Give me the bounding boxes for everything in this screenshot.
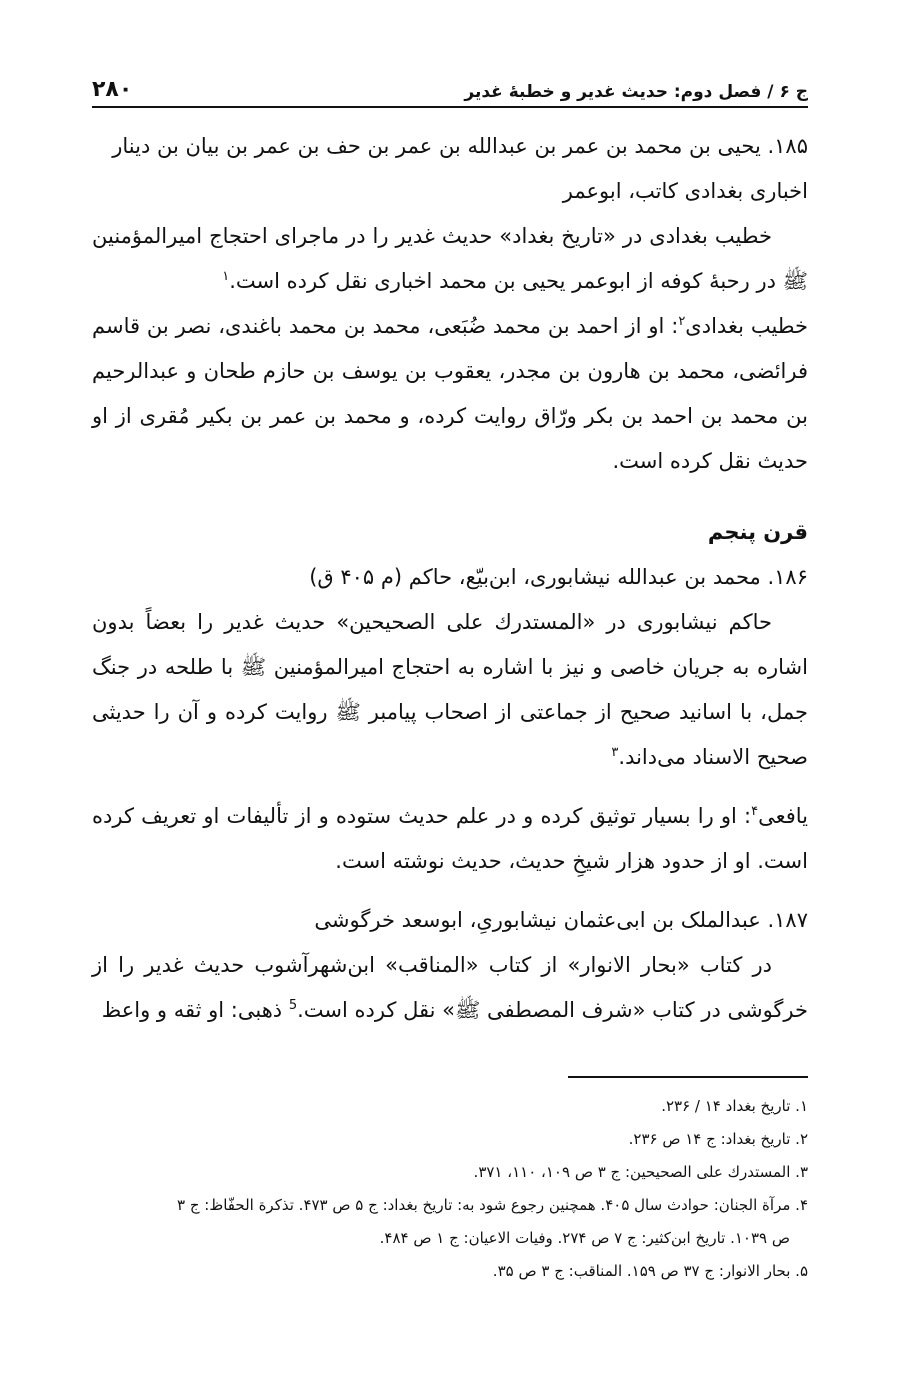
- footnote-4: ۴. مرآة الجنان: حوادث سال ۴۰۵. همچنین رجوع شود به: تاریخ بغداد: ج ۵ ص ۴۷۳. تذکرة الحفّاظ: ج ۳: [177, 1196, 808, 1214]
- footnote-3: ۳. المستدرك علی الصحیحین: ج ۳ ص ۱۰۹، ۱۱۰، ۳۷۱.: [473, 1163, 808, 1181]
- footnote-5: ۵. بحار الانوار: ج ۳۷ ص ۱۵۹. المناقب: ج ۳ ص ۳۵.: [492, 1262, 808, 1280]
- footnote-divider: [568, 1076, 808, 1078]
- footnote-ref-3[interactable]: ۳: [611, 745, 619, 760]
- footnote-2: ۲. تاریخ بغداد: ج ۱۴ ص ۲۳۶.: [628, 1130, 808, 1148]
- paragraph-khatib-chain: خطیب بغدادی$^۲$: او از احمد بن محمد ضُبَعی، محمد بن محمد باغندی، نصر بن قاسم فرائضی، محمد بن هارون بن مجدر، یعقوب بن یوسف بن حازم طحان و عبدالرحیم بن محمد بن احمد بن بکر ورّاق روایت کرده، و محمد بن عمر بن بکیر مُقری از او حدیث نقل کرده است.: [92, 314, 808, 473]
- entry-186: ۱۸۶. محمد بن عبدالله نیشابوری، ابن‌بیّع، حاکم (م ۴۰۵ ق): [309, 565, 808, 589]
- paragraph-yafei: یافعی$^۴$: او را بسیار توثیق کرده و در علم حدیث ستوده و از تألیفات او تعریف کرده است. او از حدود هزار شیخِ حدیث، حدیث نوشته است.: [92, 804, 808, 873]
- paragraph-hakim-report: حاکم نیشابوری در «المستدرك علی الصحیحین» حدیث غدیر را بعضاً بدون اشاره به جریان خاصی و نیز با اشاره به احتجاج امیرالمؤمنین ﷺ با طلحه در جنگ جمل، با اسانید صحیح از جماعتی از اصحاب پیامبر ﷺ روایت کرده و آن را حدیثی صحیح الاسناد می‌داند.$^۳$: [92, 610, 808, 769]
- page-header: [92, 62, 808, 108]
- paragraph-khatib-report: خطیب بغدادی در «تاریخ بغداد» حدیث غدیر را در ماجرای احتجاج امیرالمؤمنین ﷺ در رحبهٔ کوفه از ابوعمر یحیی بن محمد اخباری نقل کرده است.$^۱$: [92, 224, 808, 293]
- footnotes-section: [92, 1076, 808, 1288]
- footnote-4-continued: ص ۱۰۳۹. تاریخ ابن‌کثیر: ج ۷ ص ۲۷۴. وفیات الاعیان: ج ۱ ص ۴۸۴.: [379, 1229, 790, 1247]
- book-page: [92, 62, 808, 1033]
- footnote-ref-5[interactable]: 5: [288, 998, 298, 1013]
- footnote-ref-2[interactable]: ۲: [678, 314, 686, 329]
- running-title: ج ۶ / فصل دوم: حدیث غدیر و خطبهٔ غدیر: [464, 82, 808, 102]
- entry-185-line1: ۱۸۵. یحیی بن محمد بن عمر بن عبدالله بن عمر بن حف بن عمر بن بیان بن دینار: [112, 134, 808, 158]
- page-number: ۲۸۰: [92, 77, 133, 102]
- page-body: [92, 124, 808, 1033]
- section-heading: قرن پنجم: [707, 520, 808, 544]
- footnote-ref-4[interactable]: ۴: [751, 804, 759, 819]
- footnote-1: ۱. تاریخ بغداد ۱۴ / ۲۳۶.: [661, 1097, 808, 1115]
- footnote-ref-1[interactable]: ۱: [222, 269, 230, 284]
- paragraph-khargushi-report: در کتاب «بحار الانوار» از کتاب «المناقب» ابن‌شهرآشوب حدیث غدیر را از خرگوشی در کتاب «شرف المصطفی ﷺ» نقل کرده است.$^5$ ذهبی: او ثقه و واعظ: [92, 953, 808, 1022]
- entry-187: ۱۸۷. عبدالملک بن ابی‌عثمان نیشابوریِ، ابوسعد خرگوشی: [314, 908, 808, 932]
- entry-185-line2: اخباری بغدادی کاتب، ابوعمر: [562, 179, 808, 203]
